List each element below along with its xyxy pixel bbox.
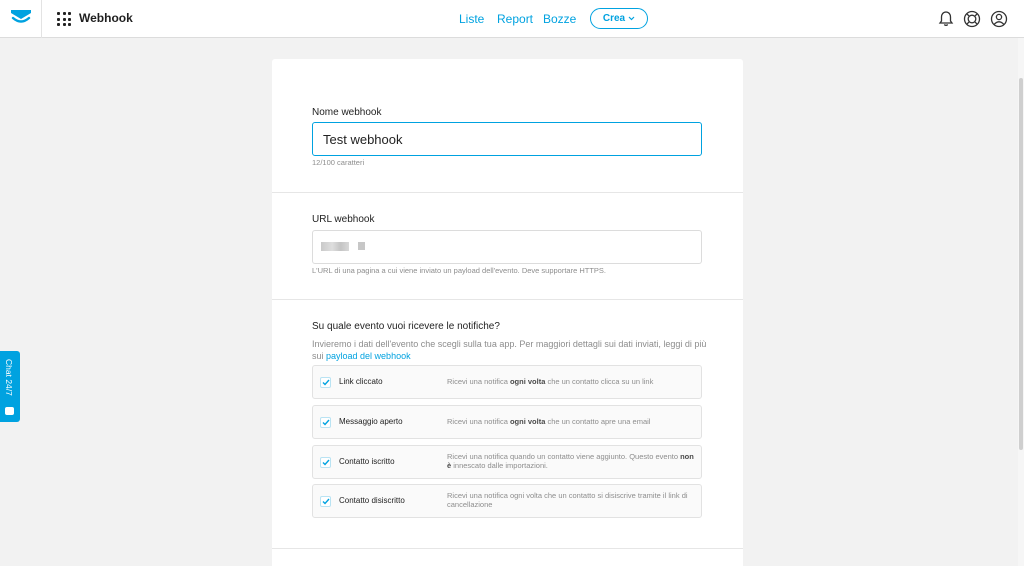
event-name: Contatto iscritto [339,457,395,466]
page-scrollbar[interactable] [1018,38,1024,566]
redacted-url-part [321,242,349,251]
checkbox[interactable] [320,457,331,468]
event-description: Ricevi una notifica quando un contatto viene aggiunto. Questo evento non è innescato dalle importazioni. [447,452,694,470]
chat-label: Chat 24/7 [4,359,14,396]
bell-icon[interactable] [936,9,955,28]
checkbox[interactable] [320,496,331,507]
webhook-name-value: Test webhook [323,132,403,147]
chat-tab[interactable] [0,351,20,422]
payload-link[interactable]: payload del webhook [326,351,411,361]
event-option-message-opened[interactable] [312,405,702,439]
checkbox[interactable] [320,417,331,428]
apps-grid-icon[interactable] [57,12,71,26]
event-name: Link cliccato [339,377,383,386]
scrollbar-thumb[interactable] [1019,78,1023,450]
brand-logo[interactable] [0,0,42,38]
divider [272,192,743,193]
nav-report[interactable]: Report [497,12,534,26]
brand-logo-icon [10,9,32,30]
event-option-link-clicked[interactable] [312,365,702,399]
webhook-form-card [272,59,743,566]
event-description: Ricevi una notifica ogni volta che un contatto clicca su un link [447,377,654,386]
top-bar [0,0,1024,38]
chevron-down-icon [628,13,635,24]
webhook-name-input[interactable] [312,122,702,156]
event-option-contact-subscribed[interactable] [312,445,702,479]
url-helper-text: L'URL di una pagina a cui viene inviato un payload dell'evento. Deve supportare HTTPS. [312,266,607,275]
create-button-label: Crea [602,13,626,24]
webhook-url-label: URL webhook [312,214,375,225]
chat-bubble-icon [5,407,14,415]
checkbox[interactable] [320,377,331,388]
divider [272,548,743,549]
create-button[interactable] [590,8,648,29]
nav-bozze[interactable]: Bozze [543,12,577,26]
event-option-contact-unsubscribed[interactable] [312,484,702,518]
events-question: Su quale evento vuoi ricevere le notifiche? [312,321,500,332]
user-icon[interactable] [989,9,1008,28]
name-char-counter: 12/100 caratteri [312,158,365,167]
nav-liste[interactable]: Liste [459,12,485,26]
page-title: Webhook [79,11,133,25]
event-name: Messaggio aperto [339,417,403,426]
redacted-url-part [358,242,365,250]
divider [272,299,743,300]
webhook-url-input[interactable] [312,230,702,264]
event-name: Contatto disiscritto [339,496,405,505]
event-description: Ricevi una notifica ogni volta che un contatto apre una email [447,417,651,426]
event-description: Ricevi una notifica ogni volta che un contatto si disiscrive tramite il link di cancellazione [447,491,688,509]
help-lifebuoy-icon[interactable] [962,9,981,28]
webhook-name-label: Nome webhook [312,107,382,118]
events-description: Invieremo i dati dell'evento che scegli sulla tua app. Per maggiori dettagli sui dati inviati, leggi di più sui payload del webhook [312,339,707,361]
